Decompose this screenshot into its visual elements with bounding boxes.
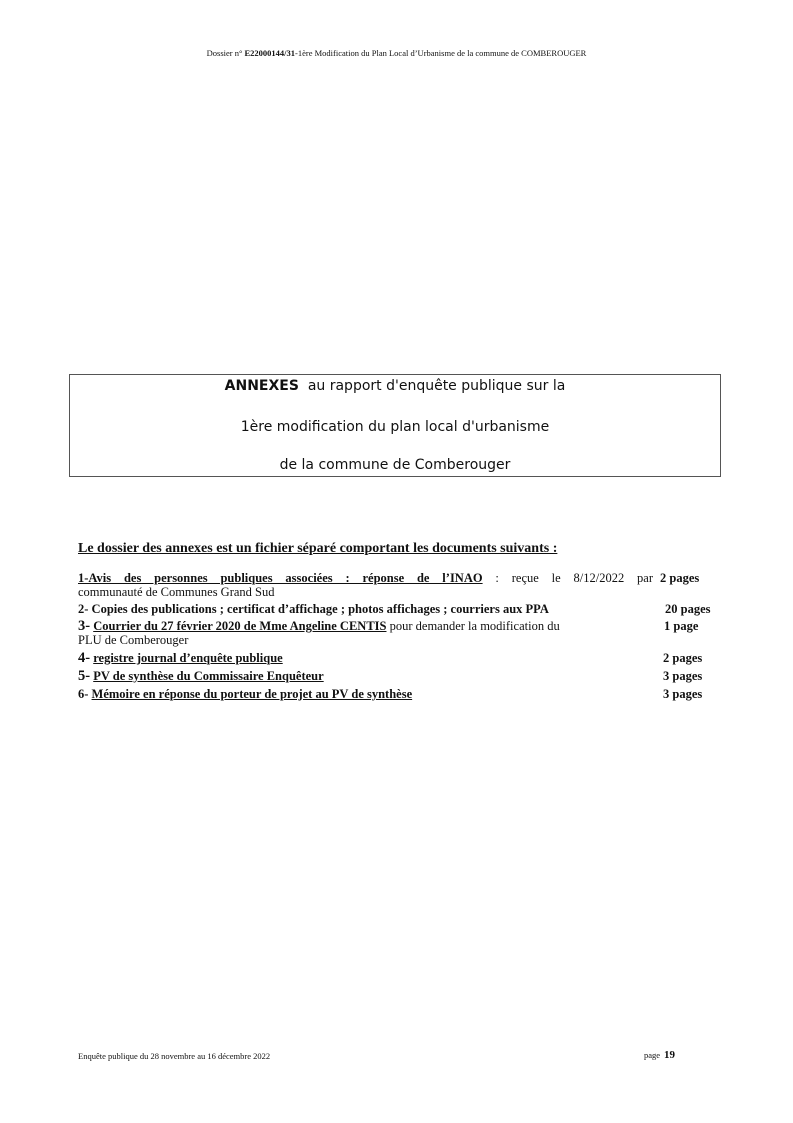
annexes-intro: Le dossier des annexes est un fichier séparé comportant les documents suivants : xyxy=(78,541,558,556)
item-1-line-2: communauté de Communes Grand Sud xyxy=(78,585,275,599)
item-1-rest: : reçue le 8/12/2022 par xyxy=(482,571,653,585)
item-3-link[interactable]: Courrier du 27 février 2020 de Mme Angeline CENTIS xyxy=(93,619,387,633)
list-item xyxy=(78,669,718,683)
item-3-line-2: PLU de Comberouger xyxy=(78,633,189,647)
item-5-num: 5- xyxy=(78,668,91,684)
item-6-link[interactable]: Mémoire en réponse du porteur de projet au PV de synthèse xyxy=(91,687,413,701)
item-1-link[interactable]: 1-Avis des personnes publiques associées : réponse de l’INAO xyxy=(78,571,483,585)
item-4-pages: 2 pages xyxy=(663,651,703,665)
title-line-3: de la commune de Comberouger xyxy=(279,457,511,473)
list-item xyxy=(78,602,718,616)
item-4-link[interactable]: registre journal d’enquête publique xyxy=(93,651,283,665)
item-5-link[interactable]: PV de synthèse du Commissaire Enquêteur xyxy=(93,669,324,683)
list-item xyxy=(78,651,718,665)
item-2-text: 2- Copies des publications ; certificat d’affichage ; photos affichages ; courriers aux PPA xyxy=(78,602,549,616)
annexes-list xyxy=(78,570,718,701)
footer-page-label: page xyxy=(644,1050,661,1060)
header-prefix: Dossier n° xyxy=(206,48,245,58)
item-3-rest: pour demander la modification du xyxy=(386,619,560,633)
footer-page-number: 19 xyxy=(664,1049,676,1061)
item-1-line-1 xyxy=(78,571,653,585)
title-annexes: ANNEXES xyxy=(224,378,299,394)
list-item xyxy=(78,687,718,701)
item-6-pages: 3 pages xyxy=(663,687,703,701)
item-2-pages: 20 pages xyxy=(665,602,711,616)
page-header xyxy=(0,48,793,58)
title-line-1-rest: au rapport d'enquête publique sur la xyxy=(298,378,566,394)
list-item xyxy=(78,571,718,599)
footer-inquiry-dates: Enquête publique du 28 novembre au 16 décembre 2022 xyxy=(78,1051,271,1061)
item-3-line-1 xyxy=(78,619,653,633)
item-6-num: 6- xyxy=(78,687,89,701)
item-5-pages: 3 pages xyxy=(663,669,703,683)
list-item xyxy=(78,619,718,647)
item-4-num: 4- xyxy=(78,650,91,666)
title-line-1 xyxy=(70,378,720,394)
item-1-pages: 2 pages xyxy=(660,571,700,585)
title-line-2: 1ère modification du plan local d'urbanisme xyxy=(240,419,550,435)
annexes-title-box xyxy=(69,374,721,477)
dossier-number: E22000144/31 xyxy=(244,48,296,58)
footer-page xyxy=(644,1049,675,1061)
header-suffix: -1ère Modification du Plan Local d’Urbanisme de la commune de COMBEROUGER xyxy=(295,48,587,58)
item-3-pages: 1 page xyxy=(664,619,699,633)
item-3-num: 3- xyxy=(78,618,91,634)
